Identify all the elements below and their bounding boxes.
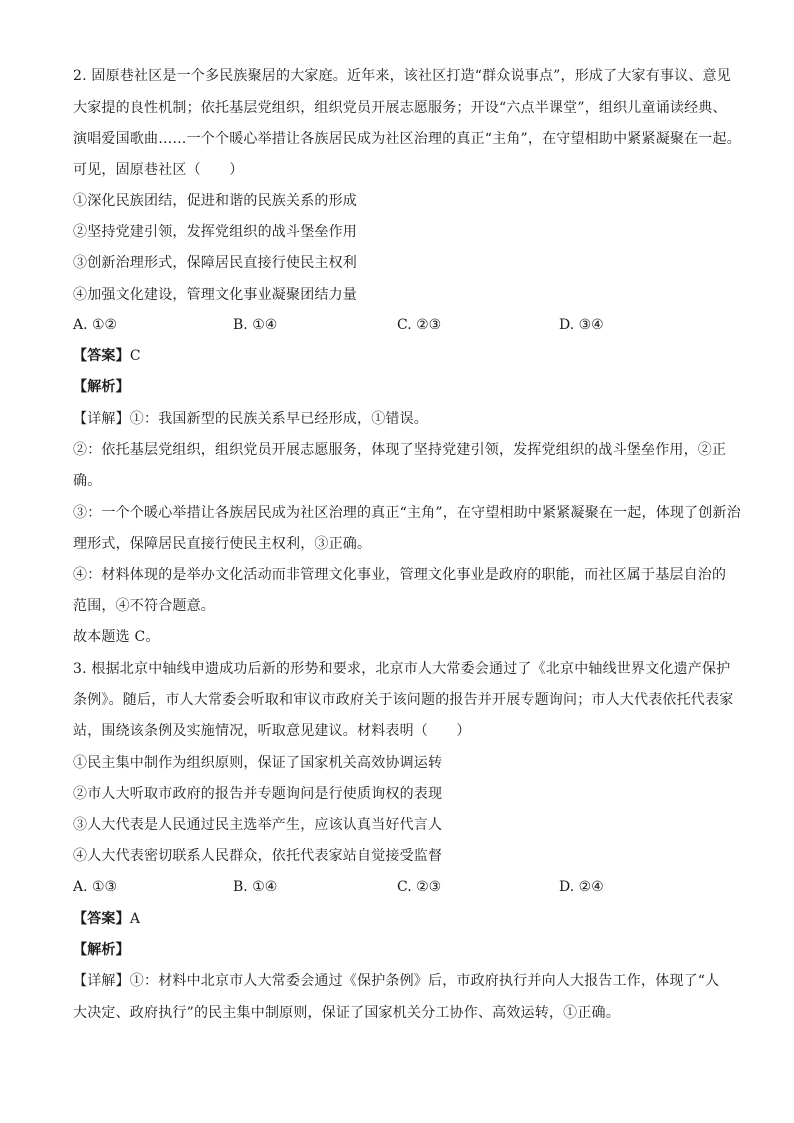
q3-statement-2: ②市人大听取市政府的报告并专题询问是行使质询权的表现 [73,786,443,802]
q2-detail-line-7: 范围，④不符合题意。 [73,598,215,614]
q2-detail-line-6: ④：材料体现的是举办文化活动而非管理文化事业，管理文化事业是政府的职能，而社区属于基层自治的 [73,567,727,583]
q2-option-b: B. ①④ [233,317,278,333]
q2-detail-line-4: ③：一个个暖心举措让各族居民成为社区治理的真正“主角”，在守望相助中紧紧凝聚在一起，体现了创新治 [73,505,741,521]
q2-stem-line-2: 大家提的良性机制；依托基层党组织，组织党员开展志愿服务；开设“六点半课堂”，组织儿童诵读经典、 [73,100,727,116]
q3-stem-line-3: 站，围绕该条例及实施情况，听取意见建议。材料表明（ ） [73,723,471,739]
q3-statement-3: ③人大代表是人民通过民主选举产生，应该认真当好代言人 [73,817,443,833]
q2-stem-line-3: 演唱爱国歌曲……一个个暖心举措让各族居民成为社区治理的真正“主角”，在守望相助中紧紧凝聚在一起。 [73,131,741,147]
q3-stem-line-2: 条例》。随后，市人大常委会听取和审议市政府关于该问题的报告并开展专题询问；市人大代表依托代表家 [73,692,734,708]
q2-answer-label: 【答案】 [73,348,130,364]
q3-stem-line-1: 3. 根据北京中轴线申遗成功后新的形势和要求，北京市人大常委会通过了《北京中轴线世界文化遗产保护 [73,661,731,677]
q3-detail-line-2: 大决定、政府执行”的民主集中制原则，保证了国家机关分工协作、高效运转，①正确。 [73,1005,620,1021]
q2-conclusion: 故本题选 C。 [73,629,160,645]
q3-answer-label: 【答案】 [73,911,130,927]
q2-detail-line-2: ②：依托基层党组织，组织党员开展志愿服务，体现了坚持党建引领，发挥党组织的战斗堡垒作用，②正 [73,442,727,458]
q2-answer [73,346,141,366]
q2-analysis-label: 【解析】 [73,379,130,395]
q2-statement-1: ①深化民族团结，促进和谐的民族关系的形成 [73,193,357,209]
q2-option-c: C. ②③ [397,317,442,333]
q2-statement-4: ④加强文化建设，管理文化事业凝聚团结力量 [73,287,357,303]
q2-detail-line-3: 确。 [73,473,102,489]
q2-statement-2: ②坚持党建引领，发挥党组织的战斗堡垒作用 [73,224,357,240]
q3-answer [73,909,140,929]
q3-answer-value: A [129,911,141,927]
q2-statement-3: ③创新治理形式，保障居民直接行使民主权利 [73,255,357,271]
q3-analysis-label: 【解析】 [73,942,130,958]
q3-statement-1: ①民主集中制作为组织原则，保证了国家机关高效协调运转 [73,755,443,771]
q3-option-a: A. ①③ [73,879,118,895]
q3-option-d: D. ②④ [559,879,604,895]
q3-statement-4: ④人大代表密切联系人民群众，依托代表家站自觉接受监督 [73,848,443,864]
q2-option-a: A. ①② [73,317,118,333]
q2-detail-line-1: 【详解】①：我国新型的民族关系早已经形成，①错误。 [73,411,428,427]
q2-stem-line-4: 可见，固原巷社区（ ） [73,162,244,178]
q2-answer-value: C [129,348,141,364]
q3-detail-line-1: 【详解】①：材料中北京市人大常委会通过《保护条例》后，市政府执行并向人大报告工作，体现了“人 [73,973,720,989]
q2-option-d: D. ③④ [559,317,604,333]
q2-stem-line-1: 2. 固原巷社区是一个多民族聚居的大家庭。近年来，该社区打造“群众说事点”，形成了大家有事议、意见 [73,68,731,84]
q3-option-c: C. ②③ [397,879,442,895]
q3-option-b: B. ①④ [233,879,278,895]
q2-detail-line-5: 理形式，保障居民直接行使民主权利，③正确。 [73,536,372,552]
